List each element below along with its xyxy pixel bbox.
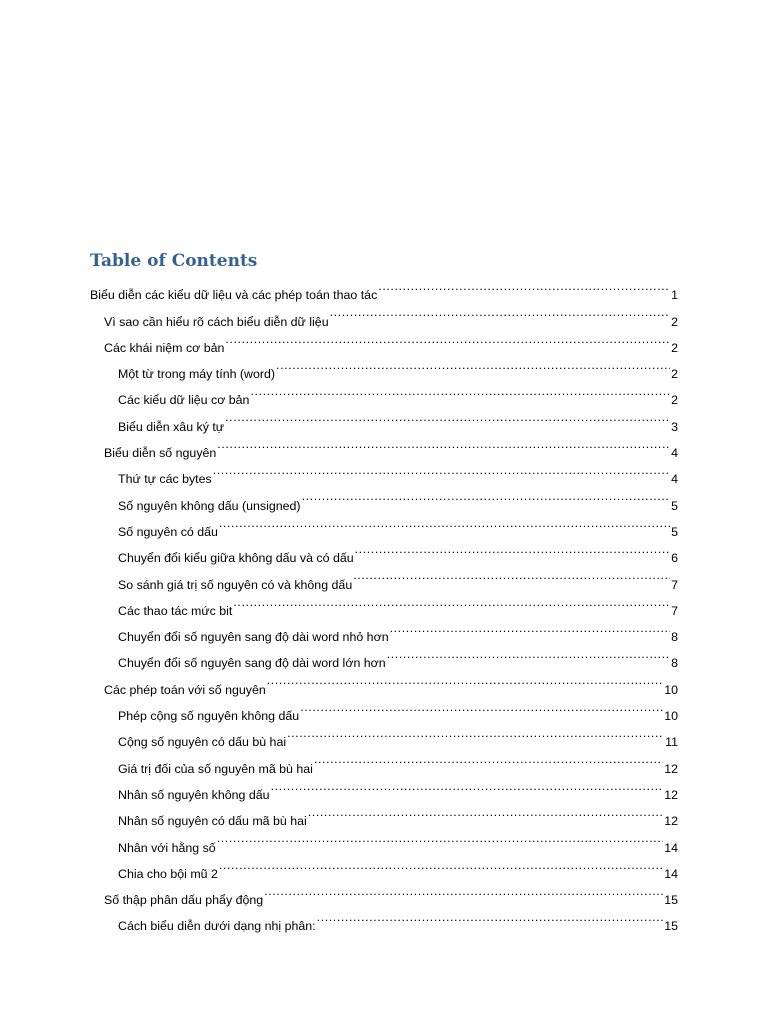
toc-entry-page-number: 5 xyxy=(671,524,678,539)
toc-entry-page-number: 3 xyxy=(671,419,678,434)
toc-entry-page-number: 12 xyxy=(664,787,678,802)
toc-entry-page-number: 1 xyxy=(671,288,678,303)
toc-dot-leader xyxy=(387,641,670,667)
toc-dot-leader xyxy=(355,536,670,562)
toc-entry-text: Các phép toán với số nguyên xyxy=(104,682,266,697)
toc-entry-page-number: 8 xyxy=(671,656,678,671)
toc-entry-page-number: 4 xyxy=(671,472,678,487)
toc-entry-page-number: 6 xyxy=(671,551,678,566)
toc-dot-leader xyxy=(276,352,670,378)
toc-entry-text: Chuyển đổi kiểu giữa không dấu và có dấu xyxy=(118,551,354,566)
toc-entry-page-number: 2 xyxy=(671,340,678,355)
toc-entry-text: Giá trị đối của số nguyên mã bù hai xyxy=(118,761,313,776)
toc-entry-text: Chuyển đổi số nguyên sang độ dài word nhỏ hơn xyxy=(118,630,389,645)
toc-entry-text: Biểu diễn các kiểu dữ liệu và các phép toán thao tác xyxy=(90,288,378,303)
toc-entry-text: Các thao tác mức bit xyxy=(118,603,233,618)
toc-entry-text: Chuyển đổi số nguyên sang độ dài word lớn hơn xyxy=(118,656,386,671)
toc-entry-page-number: 15 xyxy=(664,893,678,908)
toc-entry-page-number: 2 xyxy=(671,314,678,329)
toc-entry-text: Số nguyên không dấu (unsigned) xyxy=(118,498,301,513)
toc-entry-text: Một từ trong máy tính (word) xyxy=(118,367,276,382)
toc-entry-page-number: 11 xyxy=(665,735,678,750)
toc-entry-page-number: 5 xyxy=(671,498,678,513)
toc-entry-page-number: 10 xyxy=(664,709,678,724)
toc-dot-leader xyxy=(225,326,670,352)
toc-entry-text: Phép cộng số nguyên không dấu xyxy=(118,709,300,724)
toc-dot-leader xyxy=(219,510,670,536)
toc-entry-page-number: 2 xyxy=(671,393,678,408)
toc-entry-page-number: 14 xyxy=(664,840,678,855)
toc-entry-text: Chia cho bội mũ 2 xyxy=(118,866,218,881)
toc-dot-leader xyxy=(330,299,671,325)
toc-dot-leader xyxy=(264,878,663,904)
toc-dot-leader xyxy=(225,404,670,430)
toc-dot-leader xyxy=(390,615,671,641)
toc-entry-page-number: 4 xyxy=(671,446,678,461)
toc-entry-text: Các khái niệm cơ bản xyxy=(104,340,225,355)
toc-dot-leader xyxy=(219,852,663,878)
toc-entry-text: Các kiểu dữ liệu cơ bản xyxy=(118,393,250,408)
toc-entry-text: Biểu diễn số nguyên xyxy=(104,446,217,461)
toc-entry[interactable] xyxy=(90,273,678,303)
toc-entry-page-number: 12 xyxy=(664,761,678,776)
toc-entry-page-number: 14 xyxy=(664,866,678,881)
toc-entry-text: Cách biểu diễn dưới dạng nhị phân: xyxy=(118,919,316,934)
toc-dot-leader xyxy=(217,431,670,457)
toc-entry-page-number: 10 xyxy=(664,682,678,697)
toc-dot-leader xyxy=(314,746,663,772)
toc-entry-page-number: 15 xyxy=(664,919,678,934)
toc-entry-text: Nhân số nguyên không dấu xyxy=(118,787,270,802)
toc-entry-page-number: 12 xyxy=(664,814,678,829)
toc-entry-page-number: 8 xyxy=(671,630,678,645)
toc-dot-leader xyxy=(302,483,671,509)
toc-entry-text: Cộng số nguyên có dấu bù hai xyxy=(118,735,287,750)
toc-entry-text: Vì sao cần hiểu rõ cách biểu diễn dữ liệu xyxy=(104,314,329,329)
toc-dot-leader xyxy=(308,799,663,825)
toc-entry-page-number: 7 xyxy=(671,603,678,618)
toc-dot-leader xyxy=(267,667,663,693)
toc-entry-text: Nhân với hằng số xyxy=(118,840,216,855)
toc-entry-text: So sánh giá trị số nguyên có và không dấu xyxy=(118,577,353,592)
toc-dot-leader xyxy=(353,562,670,588)
toc-dot-leader xyxy=(217,825,664,851)
toc-dot-leader xyxy=(213,457,670,483)
toc-dot-leader xyxy=(287,720,664,746)
toc-entry-page-number: 2 xyxy=(671,367,678,382)
toc-dot-leader xyxy=(233,589,670,615)
toc-entry-text: Nhân số nguyên có dấu mã bù hai xyxy=(118,814,307,829)
table-of-contents xyxy=(90,273,678,934)
toc-dot-leader xyxy=(317,904,664,930)
toc-entry-text: Thứ tự các bytes xyxy=(118,472,212,487)
toc-dot-leader xyxy=(250,378,670,404)
toc-entry-text: Biểu diễn xâu ký tự xyxy=(118,419,225,434)
toc-entry-text: Số thập phân dấu phẩy động xyxy=(104,893,264,908)
toc-dot-leader xyxy=(271,773,664,799)
toc-dot-leader xyxy=(378,273,670,299)
toc-title: Table of Contents xyxy=(90,251,258,271)
toc-dot-leader xyxy=(300,694,663,720)
toc-entry-text: Số nguyên có dấu xyxy=(118,524,218,539)
toc-entry-page-number: 7 xyxy=(671,577,678,592)
